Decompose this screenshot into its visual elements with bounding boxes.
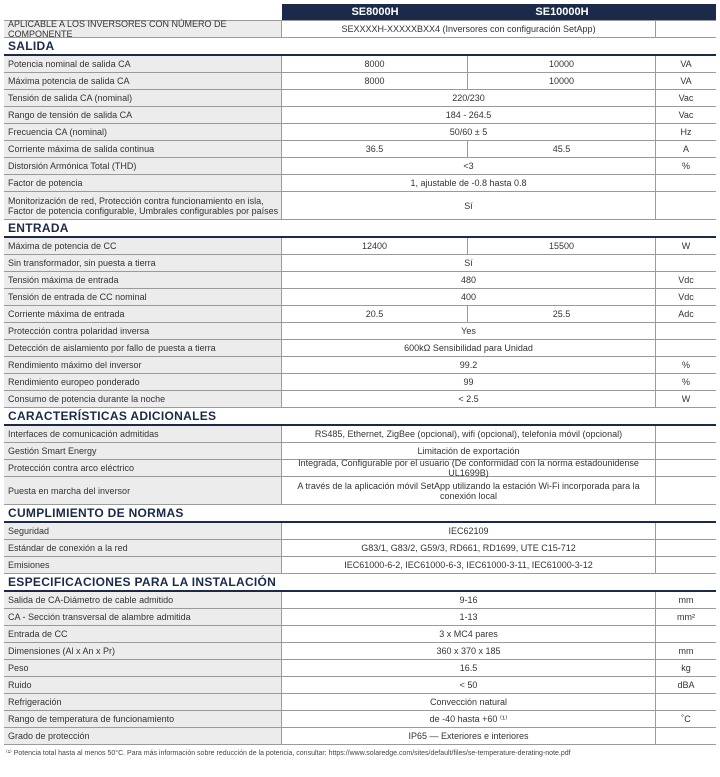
spec-label: Emisiones (4, 557, 282, 573)
spec-row (4, 626, 716, 643)
spec-value: 360 x 370 x 185 (282, 643, 656, 659)
spec-unit: % (681, 360, 690, 370)
spec-value-se8000h: 36.5 (282, 141, 468, 157)
spec-value: Convección natural (282, 694, 656, 710)
spec-label: Protección contra arco eléctrico (4, 460, 282, 476)
spec-row (4, 592, 716, 609)
spec-value-se10000h: 25.5 (468, 306, 656, 322)
spec-unit (656, 694, 716, 710)
spec-row (4, 540, 716, 557)
spec-value-se8000h: 8000 (282, 56, 468, 72)
spec-label: Corriente máxima de salida continua (4, 141, 282, 157)
spec-row (4, 728, 716, 745)
spec-value-se8000h: 8000 (282, 73, 468, 89)
spec-unit: % (681, 377, 690, 387)
spec-label: Factor de potencia (4, 175, 282, 191)
spec-row (4, 255, 716, 272)
spec-value-se8000h: 12400 (282, 238, 468, 254)
spec-value: Limitación de exportación (282, 443, 656, 459)
spec-row (4, 158, 716, 175)
spec-value: < 2.5 (282, 391, 656, 407)
applies-label: APLICABLE A LOS INVERSORES CON NÚMERO DE COMPONENTE (4, 21, 282, 37)
spec-value: 480 (282, 272, 656, 288)
spec-value: 99.2 (282, 357, 656, 373)
spec-value: 1-13 (282, 609, 656, 625)
spec-row (4, 124, 716, 141)
spec-label: Protección contra polaridad inversa (4, 323, 282, 339)
spec-label: Máxima potencia de salida CA (4, 73, 282, 89)
spec-label: Sin transformador, sin puesta a tierra (4, 255, 282, 271)
spec-label: Distorsión Armónica Total (THD) (4, 158, 282, 174)
spec-unit (656, 477, 716, 504)
spec-unit: % (681, 161, 690, 171)
spec-unit (656, 523, 716, 539)
spec-unit (656, 728, 716, 744)
spec-value: 50/60 ± 5 (282, 124, 656, 140)
spec-label: Consumo de potencia durante la noche (4, 391, 282, 407)
spec-unit (656, 443, 716, 459)
spec-unit: A (682, 144, 689, 154)
section-header (4, 505, 716, 523)
spec-label: Rendimiento máximo del inversor (4, 357, 282, 373)
spec-value: Yes (282, 323, 656, 339)
spec-value: < 50 (282, 677, 656, 693)
spec-value: 400 (282, 289, 656, 305)
spec-label: Rendimiento europeo ponderado (4, 374, 282, 390)
spec-label: Puesta en marcha del inversor (4, 477, 282, 504)
applies-row (4, 20, 716, 38)
spec-value: Sí (282, 255, 656, 271)
spec-row (4, 609, 716, 626)
spec-label: Corriente máxima de entrada (4, 306, 282, 322)
spec-unit (656, 460, 716, 476)
spec-unit (656, 426, 716, 442)
spec-value-se10000h: 15500 (468, 238, 656, 254)
spec-value: 1, ajustable de -0.8 hasta 0.8 (282, 175, 656, 191)
spec-unit: Vdc (678, 292, 694, 302)
spec-row (4, 711, 716, 728)
spec-value-se10000h: 10000 (468, 56, 656, 72)
section-header (4, 38, 716, 56)
spec-value: A través de la aplicación móvil SetApp utilizando la estación Wi-Fi incorporada para la conexión local (282, 477, 656, 504)
section-title: CARACTERÍSTICAS ADICIONALES (8, 409, 217, 423)
spec-unit: W (681, 394, 691, 404)
spec-unit: VA (680, 76, 692, 86)
spec-label: Ruido (4, 677, 282, 693)
spec-label: CA - Sección transversal de alambre admitida (4, 609, 282, 625)
spec-row (4, 694, 716, 711)
spec-row (4, 374, 716, 391)
footnote: ⁽¹⁾ Potencia total hasta al menos 50°C. Para más información sobre reducción de la potencia, consultar: https://www.solaredge.com/sites/default/files/se-temperature-derating-note.pdf (6, 750, 571, 757)
spec-value: 184 - 264.5 (282, 107, 656, 123)
spec-label: Rango de tensión de salida CA (4, 107, 282, 123)
spec-label: Grado de protección (4, 728, 282, 744)
spec-unit (656, 626, 716, 642)
spec-row (4, 289, 716, 306)
section-title: ENTRADA (8, 221, 69, 235)
spec-row (4, 340, 716, 357)
spec-row (4, 73, 716, 90)
spec-row (4, 323, 716, 340)
spec-row (4, 90, 716, 107)
spec-unit: Vac (678, 93, 694, 103)
section-title: ESPECIFICACIONES PARA LA INSTALACIÓN (8, 575, 277, 589)
spec-unit (656, 175, 716, 191)
spec-unit: dBA (677, 680, 695, 690)
spec-value-se10000h: 45.5 (468, 141, 656, 157)
spec-row (4, 426, 716, 443)
spec-value-se8000h: 20.5 (282, 306, 468, 322)
spec-label: Rango de temperatura de funcionamiento (4, 711, 282, 727)
section-title: SALIDA (8, 39, 55, 53)
spec-unit: Vdc (678, 275, 694, 285)
spec-row (4, 643, 716, 660)
spec-value: <3 (282, 158, 656, 174)
spec-value: RS485, Ethernet, ZigBee (opcional), wifi (opcional), telefonía móvil (opcional) (282, 426, 656, 442)
spec-row (4, 477, 716, 505)
spec-row (4, 460, 716, 477)
section-title: CUMPLIMIENTO DE NORMAS (8, 506, 184, 520)
spec-unit: mm (678, 595, 694, 605)
sections-container (4, 38, 716, 745)
spec-row (4, 391, 716, 408)
spec-value-se10000h: 10000 (468, 73, 656, 89)
section-header (4, 408, 716, 426)
spec-label: Tensión de entrada de CC nominal (4, 289, 282, 305)
model-header-se8000h: SE8000H (282, 4, 468, 20)
spec-value: 16.5 (282, 660, 656, 676)
spec-row (4, 192, 716, 220)
spec-value: 220/230 (282, 90, 656, 106)
spec-label: Potencia nominal de salida CA (4, 56, 282, 72)
spec-value: 99 (282, 374, 656, 390)
spec-label: Monitorización de red, Protección contra funcionamiento en isla, Factor de potencia configurable, Umbrales configurables por países (4, 192, 282, 219)
spec-label: Tensión de salida CA (nominal) (4, 90, 282, 106)
spec-value: Integrada, Configurable por el usuario (De conformidad con la norma estadounidense UL1699B) (282, 460, 656, 476)
spec-row (4, 141, 716, 158)
spec-unit (656, 255, 716, 271)
spec-row (4, 272, 716, 289)
spec-label: Tensión máxima de entrada (4, 272, 282, 288)
spec-value: 3 x MC4 pares (282, 626, 656, 642)
spec-label: Estándar de conexión a la red (4, 540, 282, 556)
spec-value: IEC61000-6-2, IEC61000-6-3, IEC61000-3-11, IEC61000-3-12 (282, 557, 656, 573)
applies-value: SEXXXXH-XXXXXBXX4 (Inversores con configuración SetApp) (282, 21, 656, 37)
spec-unit (656, 340, 716, 356)
model-header-row (4, 4, 716, 20)
spec-unit (656, 323, 716, 339)
spec-row (4, 238, 716, 255)
spec-unit: ˚C (681, 714, 691, 724)
spec-label: Máxima de potencia de CC (4, 238, 282, 254)
spec-unit: W (681, 241, 691, 251)
spec-label: Refrigeración (4, 694, 282, 710)
spec-row (4, 357, 716, 374)
spec-unit: mm (678, 646, 694, 656)
spec-unit: kg (681, 663, 691, 673)
spec-value: IP65 — Exteriores e interiores (282, 728, 656, 744)
spec-unit: Vac (678, 110, 694, 120)
spec-unit (656, 557, 716, 573)
spec-label: Salida de CA-Diámetro de cable admitido (4, 592, 282, 608)
spec-value: 9-16 (282, 592, 656, 608)
spec-row (4, 107, 716, 124)
section-header (4, 574, 716, 592)
spec-value: 600kΩ Sensibilidad para Unidad (282, 340, 656, 356)
spec-unit: Adc (678, 309, 694, 319)
spec-label: Frecuencia CA (nominal) (4, 124, 282, 140)
spec-unit: VA (680, 59, 692, 69)
spec-row (4, 557, 716, 574)
model-header-se10000h: SE10000H (468, 4, 656, 20)
spec-row (4, 677, 716, 694)
spec-unit: mm² (677, 612, 695, 622)
spec-label: Detección de aislamiento por fallo de puesta a tierra (4, 340, 282, 356)
spec-value: IEC62109 (282, 523, 656, 539)
spec-row (4, 175, 716, 192)
spec-row (4, 523, 716, 540)
spec-label: Peso (4, 660, 282, 676)
spec-label: Dimensiones (Al x An x Pr) (4, 643, 282, 659)
spec-row (4, 56, 716, 73)
spec-unit (656, 540, 716, 556)
spec-label: Seguridad (4, 523, 282, 539)
spec-value: Sí (282, 192, 656, 219)
spec-row (4, 660, 716, 677)
spec-unit: Hz (680, 127, 692, 137)
spec-value: G83/1, G83/2, G59/3, RD661, RD1699, UTE C15-712 (282, 540, 656, 556)
spec-row (4, 306, 716, 323)
spec-value: de -40 hasta +60 ⁽¹⁾ (282, 711, 656, 727)
spec-label: Gestión Smart Energy (4, 443, 282, 459)
section-header (4, 220, 716, 238)
spec-label: Interfaces de comunicación admitidas (4, 426, 282, 442)
datasheet-table (4, 4, 716, 757)
spec-label: Entrada de CC (4, 626, 282, 642)
spec-unit (656, 192, 716, 219)
